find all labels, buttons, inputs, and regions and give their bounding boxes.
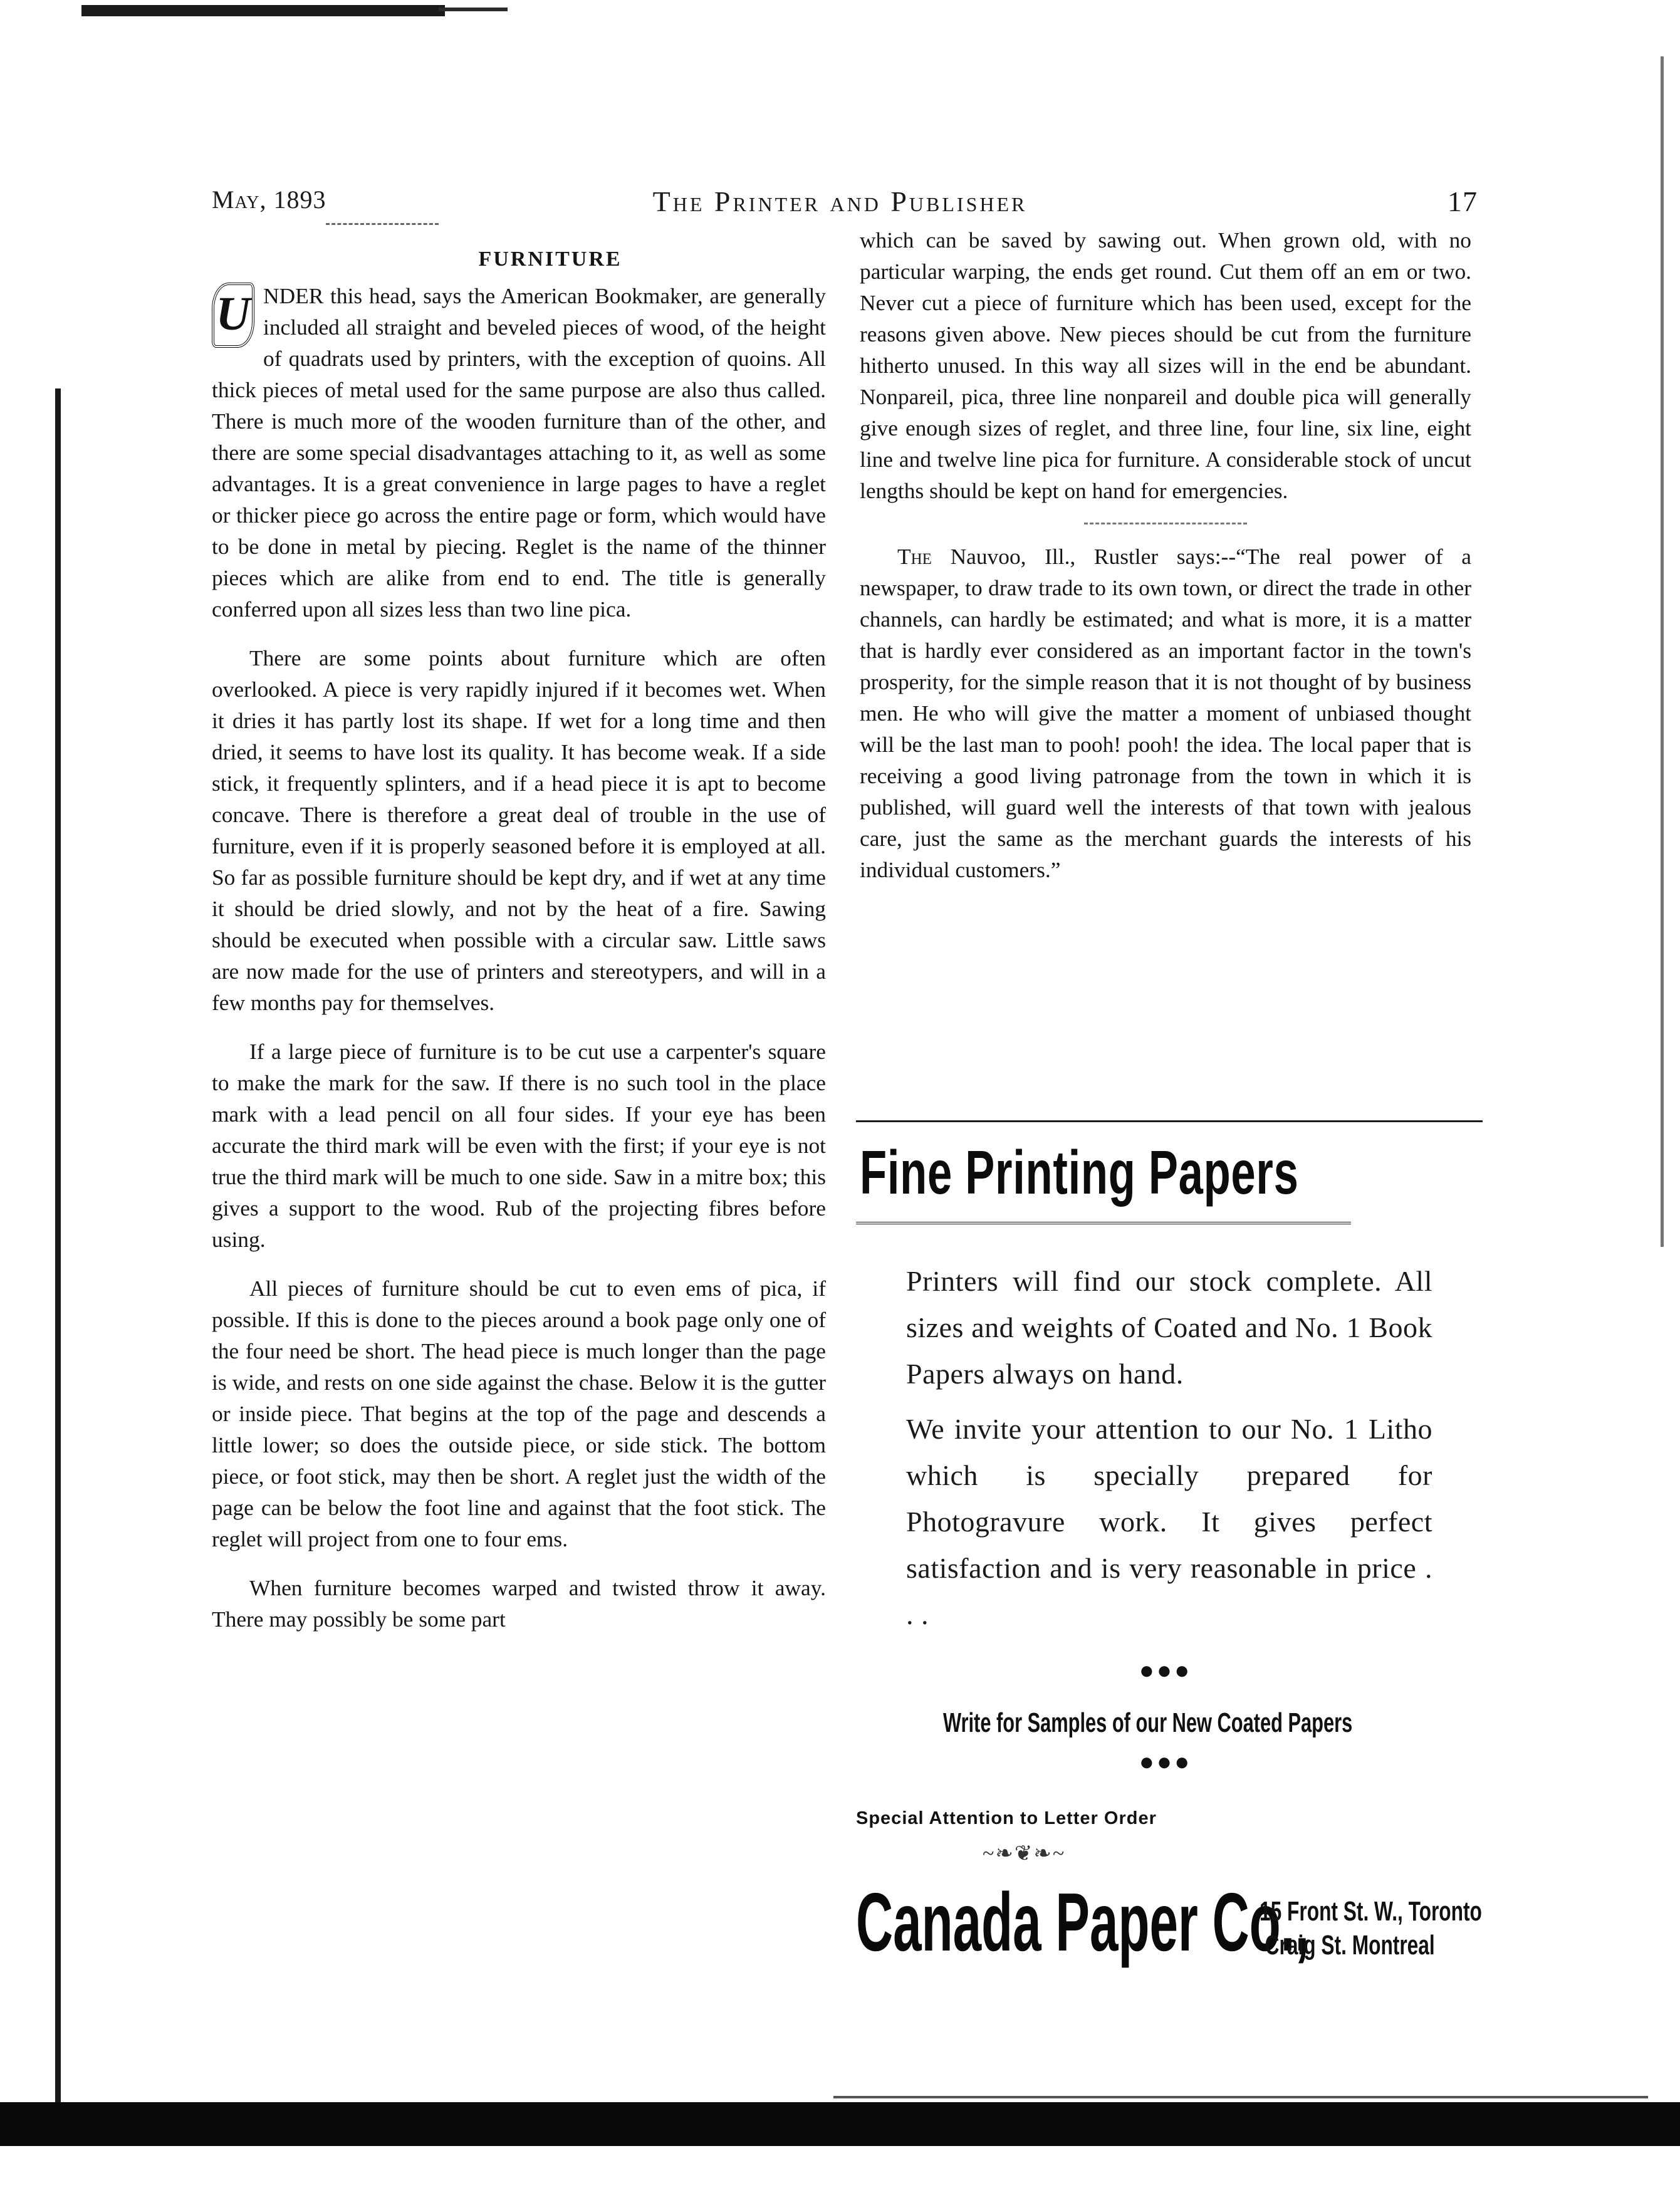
ad-special-note: Special Attention to Letter Order	[856, 1808, 1157, 1828]
ad-addresses	[1260, 1895, 1482, 1962]
ad-body-paragraph: We invite your attention to our No. 1 Litho which is specially prepared for Photogravure work. It gives perfect satisfaction and is very reasonable in price . . .	[906, 1413, 1432, 1630]
scan-edge-right	[1661, 56, 1664, 1247]
column-right	[860, 224, 1471, 885]
ad-dots-ornament: ●●●	[1139, 1656, 1192, 1684]
ad-top-rule	[856, 1120, 1483, 1122]
article-paragraph: When furniture becomes warped and twisted throw it away. There may possibly be some part	[212, 1575, 826, 1632]
page-number: 17	[1448, 185, 1478, 217]
ad-address-toronto: 15 Front St. W., Toronto	[1260, 1896, 1482, 1927]
running-head-title: The Printer and Publisher	[652, 185, 1028, 217]
article-paragraph: If a large piece of furniture is to be cut use a carpenter's square to make the mark for the saw. If there is no such tool in the place mark with a lead pencil on all four sides. If your eye has been accurate the third mark will be even with the first; if your eye is not true the third mark will be much to one side. Saw in a mitre box; this gives a support to the wood. Rub of the projecting fibres before using.	[212, 1039, 826, 1252]
scan-edge-top-tail	[439, 8, 508, 11]
ad-headline-rule	[856, 1222, 1351, 1224]
article-paragraph: There are some points about furniture which are often overlooked. A piece is very rapidly injured if it becomes wet. When it dries it has partly lost its shape. If wet for a long time and then dried, it seems to have lost its quality. It has become weak. If a side stick, it frequently splinters, and if a head piece it is apt to become concave. There is therefore a great deal of trouble in the use of furniture, even if it is properly seasoned before it is employed at all. So far as possible furniture should be kept dry, and if wet at any time it should be dried slowly, and not by the heat of a fire. Sawing should be executed when possible with a circular saw. Little saws are now made for the use of printers and stereotypers, and will in a few months pay for themselves.	[212, 645, 826, 1015]
section-divider	[1084, 523, 1247, 524]
rustler-text: Nauvoo, Ill., Rustler says:--“The real power of a newspaper, to draw trade to its own town, or direct the trade in other channels, can hardly be estimated; and what is more, it is a matter that is hardly ever considered as an important factor in the town's prosperity, for the simple reason that it is not thought of by business men. He who will give the matter a moment of unbiased thought will be the last man to pooh! pooh! the idea. The local paper that is receiving a good living patronage from the town in which it is published, will guard well the interests of that town with jealous care, just the same as the merchant guards the interests of his individual customers.”	[860, 544, 1472, 882]
paragraph-text: NDER this head, says the American Bookmaker, are generally included all straight and beveled pieces of wood, of the height of quadrats used by printers, with the exception of quoins. All thick pieces of metal used for the same purpose are also thus called. There is much more of the wooden furniture than of the other, and there are some special disadvantages attaching to it, as well as some advantages. It is a great convenience in large pages to have a reglet or thicker piece go across the entire page or form, which would have to be done in metal by piecing. Reglet is the name of the thinner pieces which are alike from end to end. The title is generally conferred upon all sizes less than two line pica.	[212, 283, 826, 622]
ad-call-to-action: Write for Samples of our New Coated Papers	[943, 1707, 1353, 1738]
column-left	[212, 247, 826, 1635]
article-rustler	[860, 541, 1471, 885]
article-paragraph	[212, 280, 826, 625]
ad-body-paragraph: Printers will find our stock complete. All sizes and weights of Coated and No. 1 Book Papers always on hand.	[906, 1265, 1432, 1390]
article-continuation: which can be saved by sawing out. When grown old, with no particular warping, the ends get round. Cut them off an em or two. Never cut a piece of furniture which has been used, except for the reasons given above. New pieces should be cut from the furniture hitherto unused. In this way all sizes will in the end be abundant. Nonpareil, pica, three line nonpareil and double pica will generally give enough sizes of reglet, and three line, four line, six line, eight line and twelve line pica for furniture. A considerable stock of uncut lengths should be kept on hand for emergencies.	[860, 227, 1471, 503]
scan-edge-top	[81, 5, 445, 16]
ad-headline: Fine Printing Papers	[860, 1138, 1299, 1207]
article-heading: FURNITURE	[478, 247, 622, 271]
running-head-date: May, 1893	[212, 185, 326, 214]
ornamental-dash	[326, 223, 439, 225]
ad-company-name: Canada Paper Co.,	[856, 1876, 1310, 1968]
ad-flourish: ~❧❦❧~	[983, 1842, 1066, 1865]
article-paragraph: All pieces of furniture should be cut to even ems of pica, if possible. If this is done to the pieces around a book page only one of the four need be short. The head piece is much longer than the page is wide, and rests on one side against the chase. Below it is the gutter or inside piece. That begins at the top of the page and descends a little lower; so does the outside piece, or side stick. The bottom piece, or foot stick, may then be short. A reglet just the width of the page can be below the foot line and against that the foot stick. The reglet will project from one to four ems.	[212, 1276, 826, 1551]
scan-edge-bottom	[0, 2102, 1680, 2146]
ad-body	[906, 1258, 1432, 1638]
rustler-lead: The	[897, 544, 932, 569]
drop-cap: U	[212, 283, 254, 348]
scan-edge-left	[55, 388, 61, 2143]
scan-edge-bottom-dash	[833, 2096, 1648, 2098]
ad-address-montreal: Craig St. Montreal	[1265, 1930, 1435, 1961]
ad-dots-ornament: ●●●	[1139, 1748, 1192, 1776]
